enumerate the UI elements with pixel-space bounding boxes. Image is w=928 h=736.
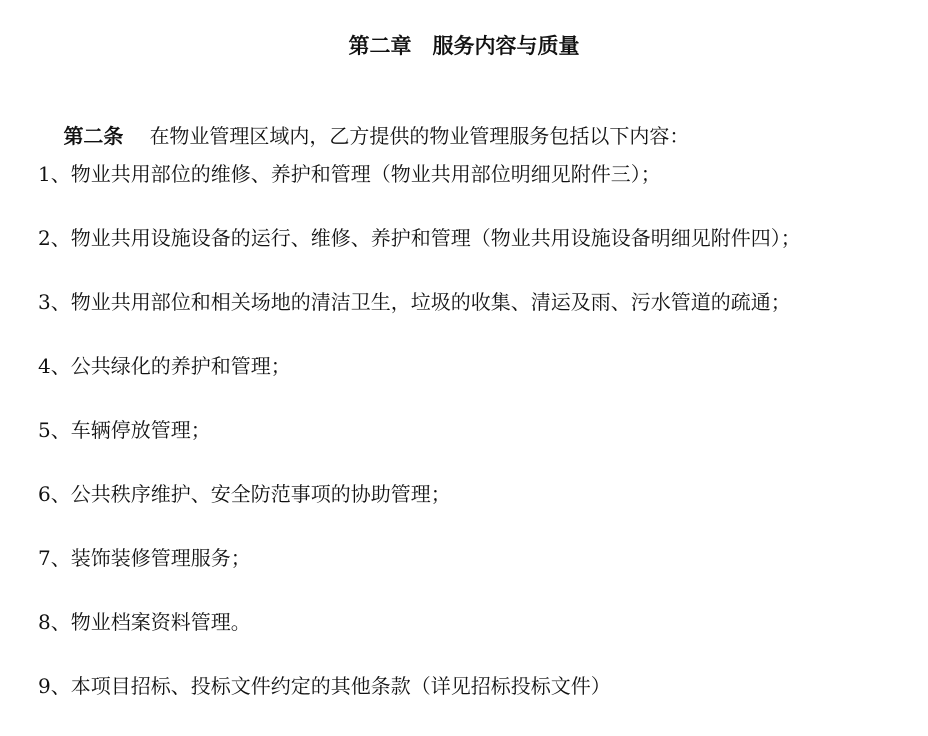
list-item: 4、公共绿化的养护和管理； [38,354,291,378]
list-item: 3、物业共用部位和相关场地的清洁卫生，垃圾的收集、清运及雨、污水管道的疏通； [38,290,791,314]
article-label: 第二条 [63,124,124,148]
list-item: 2、物业共用设施设备的运行、维修、养护和管理（物业共用设施设备明细见附件四）； [38,226,801,250]
list-item: 5、车辆停放管理； [38,418,211,442]
list-item: 6、公共秩序维护、安全防范事项的协助管理； [38,482,451,506]
list-item: 7、装饰装修管理服务； [38,546,251,570]
list-item: 1、物业共用部位的维修、养护和管理（物业共用部位明细见附件三）； [38,162,661,186]
service-list [38,160,801,736]
list-item: 8、物业档案资料管理。 [38,610,251,634]
list-item: 9、本项目招标、投标文件约定的其他条款（详见招标投标文件） [38,674,611,698]
article-text: 在物业管理区域内，乙方提供的物业管理服务包括以下内容： [149,124,690,148]
chapter-title: 第二章 服务内容与质量 [348,33,580,58]
